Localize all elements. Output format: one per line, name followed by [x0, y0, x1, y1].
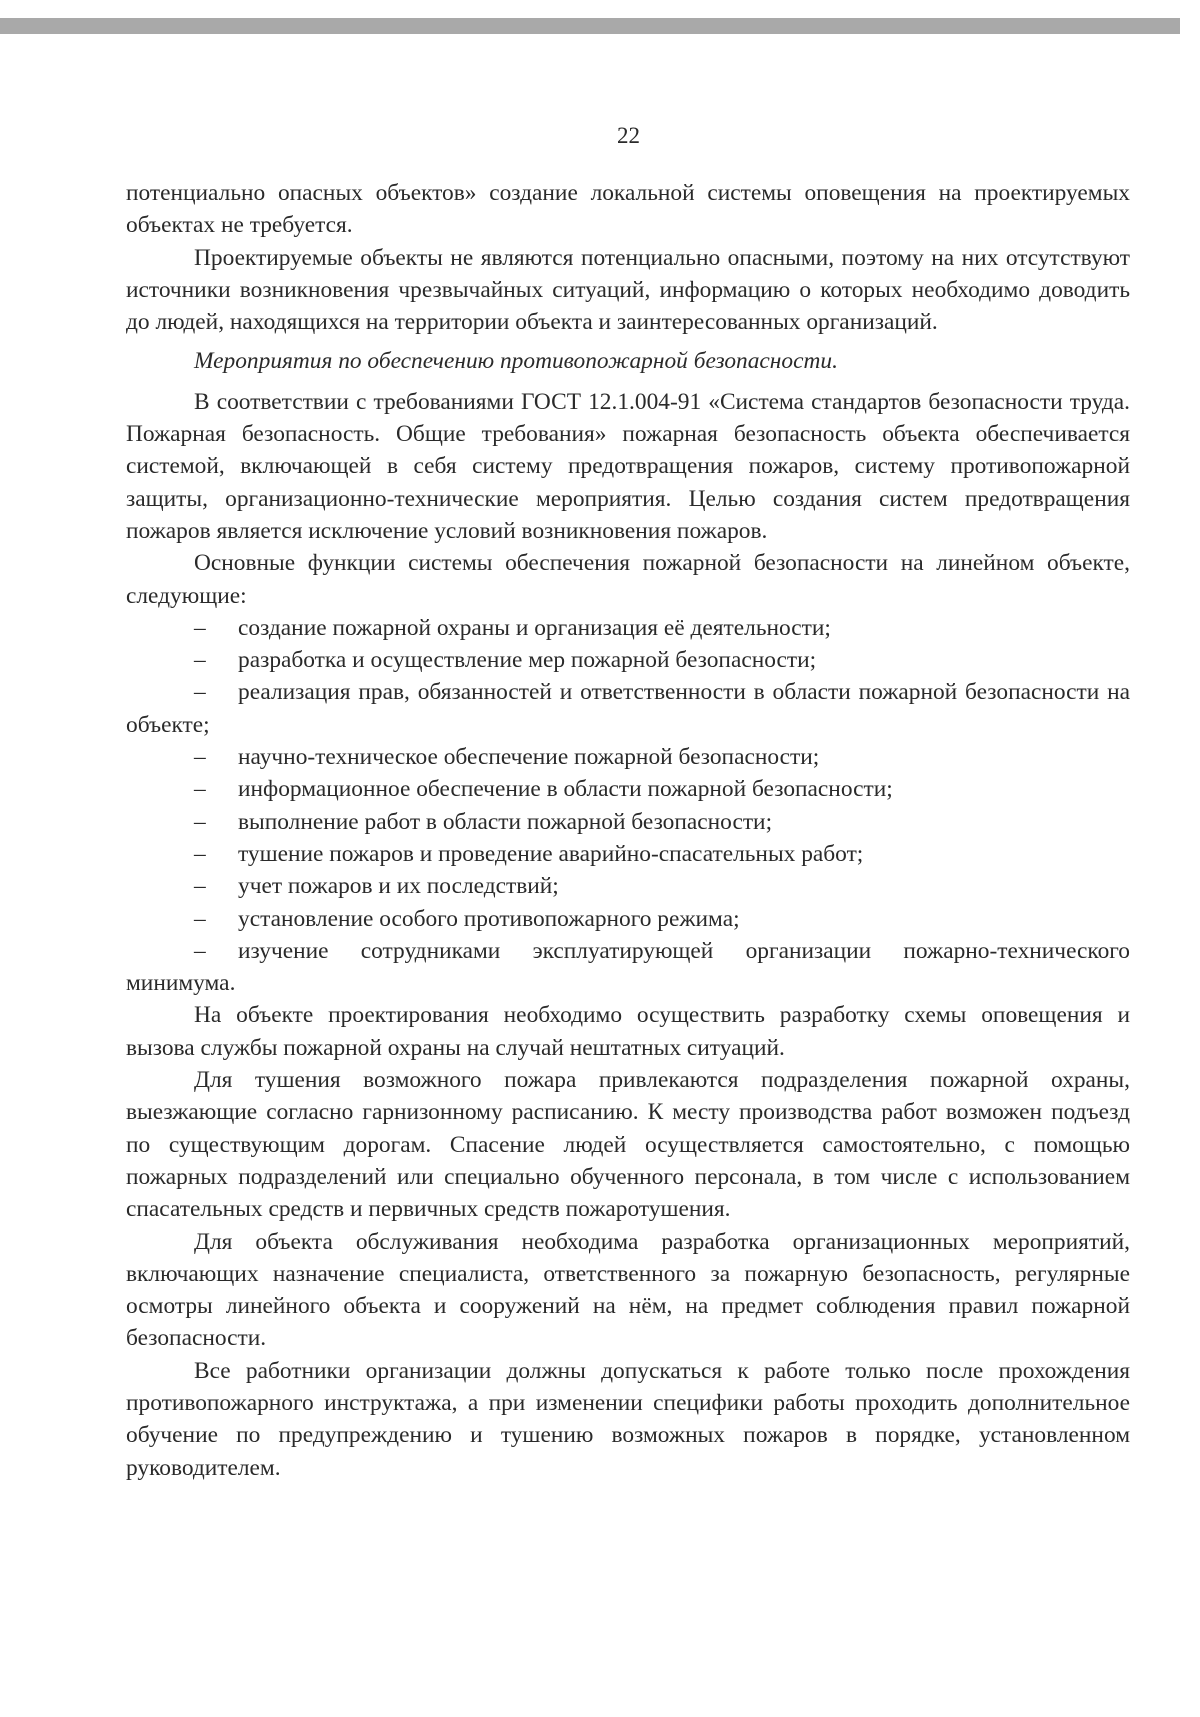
list-item	[126, 903, 1130, 935]
paragraph: Для тушения возможного пожара привлекаются подразделения пожарной охраны, выезжающие согласно гарнизонному расписанию. К месту производства работ возможен подъезд по существующим дорогам. Спасение людей осуществляется самостоятельно, с помощью пожарных подразделений или специально обученного персонала, в том числе с использованием спасательных средств и первичных средств пожаротушения.	[126, 1067, 1130, 1223]
list-item-text: разработка и осуществление мер пожарной безопасности;	[238, 647, 817, 674]
paragraph: Все работники организации должны допускаться к работе только после прохождения противопожарного инструктажа, а при изменении специфики работы проходить дополнительное обучение по предупреждению и тушению возможных пожаров в порядке, установленном руководителем.	[126, 1357, 1130, 1481]
list-item	[126, 773, 1130, 805]
paragraph: В соответствии с требованиями ГОСТ 12.1.004-91 «Система стандартов безопасности труда. Пожарная безопасность. Общие требования» пожарная безопасность объекта обеспечивается системой, включающей в себя систему предотвращения пожаров, систему противопожарной защиты, организационно-технические мероприятия. Целью создания систем предотвращения пожаров является исключение условий возникновения пожаров.	[126, 388, 1130, 544]
dash-marker: –	[194, 873, 206, 900]
paragraph-continuation: потенциально опасных объектов» создание локальной системы оповещения на проектируемых объектах не требуется.	[126, 180, 1130, 239]
list-item-text: создание пожарной охраны и организация её деятельности;	[238, 614, 831, 641]
list-item-text: тушение пожаров и проведение аварийно-спасательных работ;	[238, 840, 864, 867]
dash-marker: –	[194, 647, 206, 674]
dash-marker: –	[194, 840, 206, 867]
list-item-text: научно-техническое обеспечение пожарной безопасности;	[238, 744, 820, 771]
paragraph: На объекте проектирования необходимо осуществить разработку схемы оповещения и вызова службы пожарной охраны на случай нештатных ситуаций.	[126, 1002, 1130, 1061]
list-item	[126, 676, 1130, 741]
paragraph: Основные функции системы обеспечения пожарной безопасности на линейном объекте, следующие:	[126, 550, 1130, 609]
list-item-text: установление особого противопожарного режима;	[238, 905, 740, 932]
paragraph: Проектируемые объекты не являются потенциально опасными, поэтому на них отсутствуют источники возникновения чрезвычайных ситуаций, информацию о которых необходимо доводить до людей, находящихся на территории объекта и заинтересованных организаций.	[126, 244, 1130, 336]
list-item	[126, 838, 1130, 870]
dash-marker: –	[194, 744, 206, 771]
section-heading: Мероприятия по обеспечению противопожарной безопасности.	[194, 348, 838, 375]
list-item	[126, 644, 1130, 676]
scan-edge-bar	[0, 18, 1180, 34]
list-item-text: реализация прав, обязанностей и ответственности в области пожарной безопасности на объекте;	[126, 679, 1130, 738]
page-number: 22	[617, 123, 640, 148]
dash-marker: –	[194, 905, 206, 932]
dash-marker: –	[194, 808, 206, 835]
list-item-text: выполнение работ в области пожарной безопасности;	[238, 808, 773, 835]
dash-marker: –	[194, 937, 206, 964]
list-item	[126, 741, 1130, 773]
list-item	[126, 935, 1130, 1000]
list-item	[126, 612, 1130, 644]
document-body	[126, 177, 1130, 1484]
list-item-text: информационное обеспечение в области пожарной безопасности;	[238, 776, 893, 803]
list-item	[126, 806, 1130, 838]
dash-marker: –	[194, 679, 206, 706]
list-item-text: изучение сотрудниками эксплуатирующей организации пожарно-технического минимума.	[126, 937, 1130, 997]
dash-marker: –	[194, 614, 206, 641]
list-item	[126, 870, 1130, 902]
dash-marker: –	[194, 776, 206, 803]
list-item-text: учет пожаров и их последствий;	[238, 873, 559, 900]
paragraph: Для объекта обслуживания необходима разработка организационных мероприятий, включающих назначение специалиста, ответственного за пожарную безопасность, регулярные осмотры линейного объекта и сооружений на нём, на предмет соблюдения правил пожарной безопасности.	[126, 1228, 1130, 1352]
